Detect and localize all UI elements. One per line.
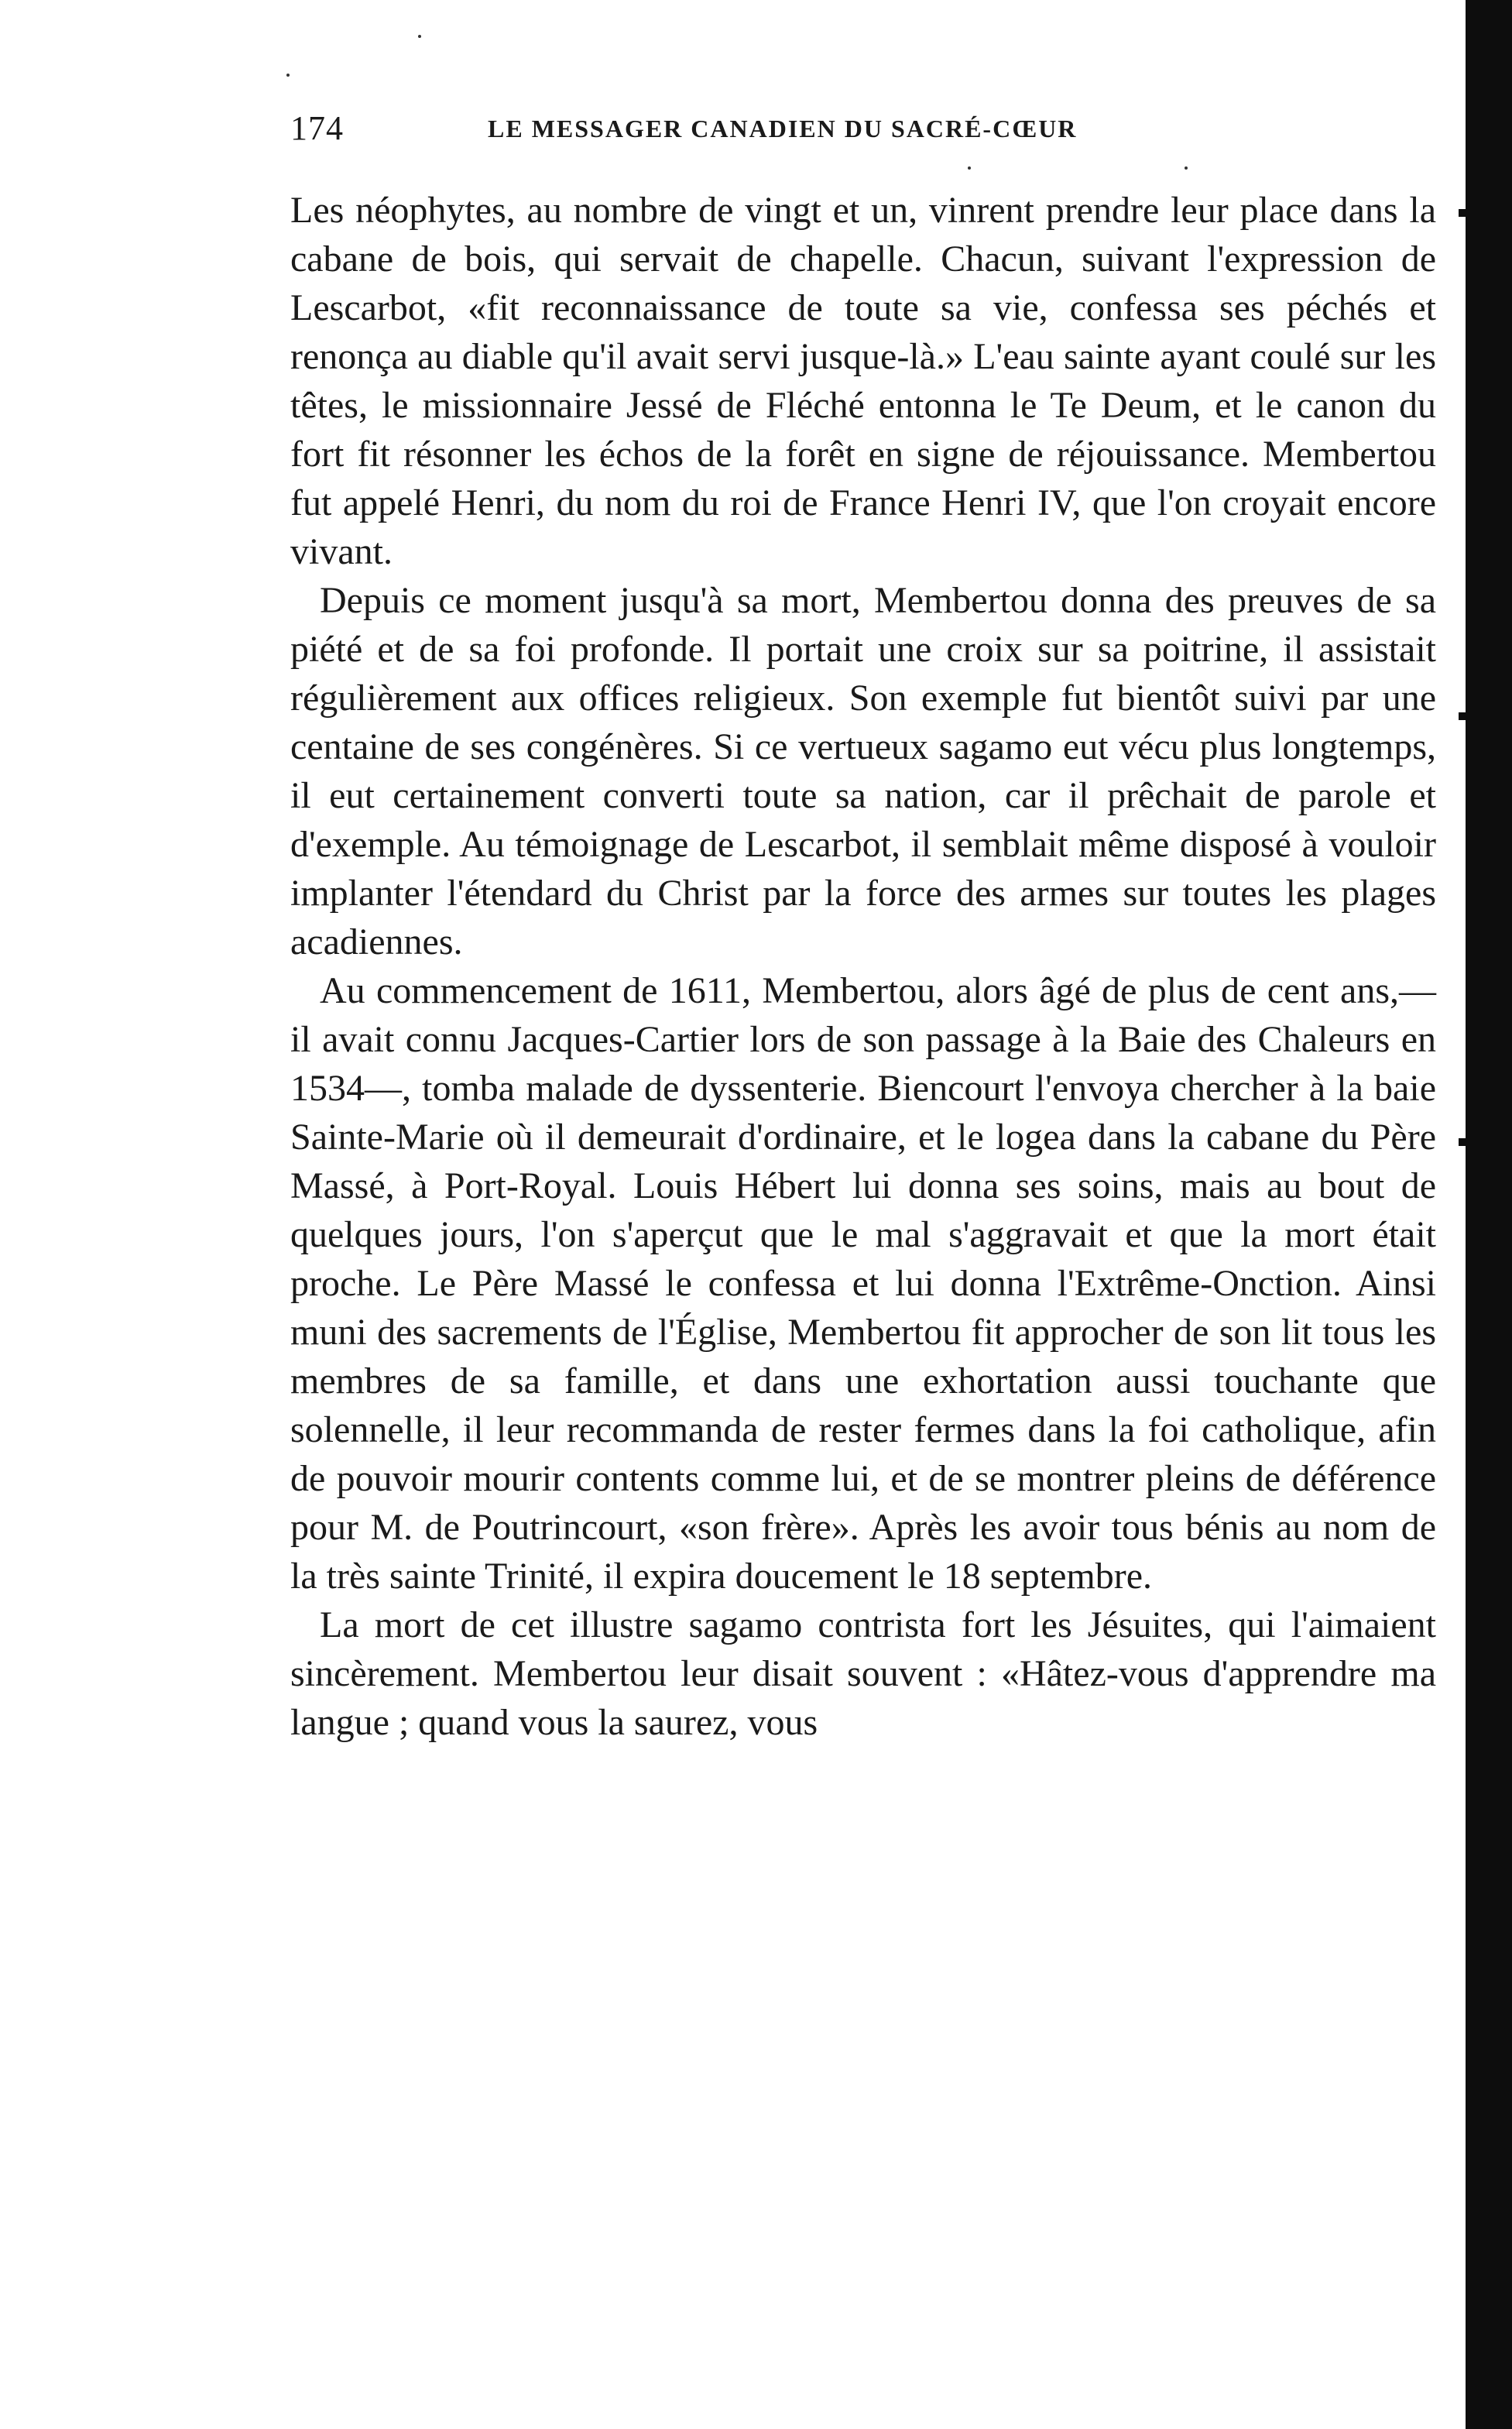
page-number: 174 xyxy=(290,109,344,147)
paragraph: La mort de cet illustre sagamo contrista fort les Jésuites, qui l'aimaient sincèrement. Membertou leur disait souvent : «Hâtez-vous d'apprendre ma langue ; quand vous la saurez, vous xyxy=(290,1604,1436,1743)
scan-speck xyxy=(286,74,290,77)
scan-speck xyxy=(418,35,421,38)
paragraph: Au commencement de 1611, Membertou, alors âgé de plus de cent ans,—il avait connu Jacques-Cartier lors de son passage à la Baie des Chaleurs en 1534—, tomba malade de dyssenterie. Biencourt l'envoya chercher à la baie Sainte-Marie où il demeurait d'ordinaire, et le logea dans la cabane du Père Massé, à Port-Royal. Louis Hébert lui donna ses soins, mais au bout de quelques jours, l'on s'aperçut que le mal s'aggravait et que la mort était proche. Le Père Massé le confessa et lui donna l'Extrême-Onction. Ainsi muni des sacrements de l'Église, Membertou fit approcher de son lit tous les membres de sa famille, et dans une exhortation aussi touchante que solennelle, il leur recommanda de rester fermes dans la foi catholique, afin de pouvoir mourir contents comme lui, et de se montrer pleins de déférence pour M. de Poutrincourt, «son frère». Après les avoir tous bénis au nom de la très sainte Trinité, il expira doucement le 18 septembre. xyxy=(290,970,1436,1597)
paragraph: Les néophytes, au nombre de vingt et un, vinrent prendre leur place dans la cabane de bois, qui servait de chapelle. Chacun, suivant l'expression de Lescarbot, «fit reconnaissance de toute sa vie, confessa ses péchés et renonça au diable qu'il avait servi jusque-là.» L'eau sainte ayant coulé sur les têtes, le missionnaire Jessé de Fléché entonna le Te Deum, et le canon du fort fit résonner les échos de la forêt en signe de réjouissance. Membertou fut appelé Henri, du nom du roi de France Henri IV, que l'on croyait encore vivant. xyxy=(290,190,1436,572)
scan-edge-notch xyxy=(1459,1138,1469,1146)
paragraph: Depuis ce moment jusqu'à sa mort, Membertou donna des preuves de sa piété et de sa foi profonde. Il portait une croix sur sa poitrine, il assistait régulièrement aux offices religieux. Son exemple fut bientôt suivi par une centaine de ses congénères. Si ce vertueux sagamo eut vécu plus longtemps, il eut certainement converti toute sa nation, car il prêchait de parole et d'exemple. Au témoignage de Lescarbot, il semblait même disposé à vouloir implanter l'étendard du Christ par la force des armes sur toutes les plages acadiennes. xyxy=(290,580,1436,962)
running-title: LE MESSAGER CANADIEN DU SACRÉ-CŒUR xyxy=(488,115,1078,142)
body-text xyxy=(290,186,1436,1747)
scan-speck xyxy=(968,166,971,170)
scan-speck xyxy=(1185,166,1188,170)
page-header xyxy=(290,108,1452,155)
scan-edge-notch xyxy=(1459,712,1469,720)
scan-edge-shadow xyxy=(1466,0,1512,2429)
scan-edge-notch xyxy=(1459,209,1469,217)
